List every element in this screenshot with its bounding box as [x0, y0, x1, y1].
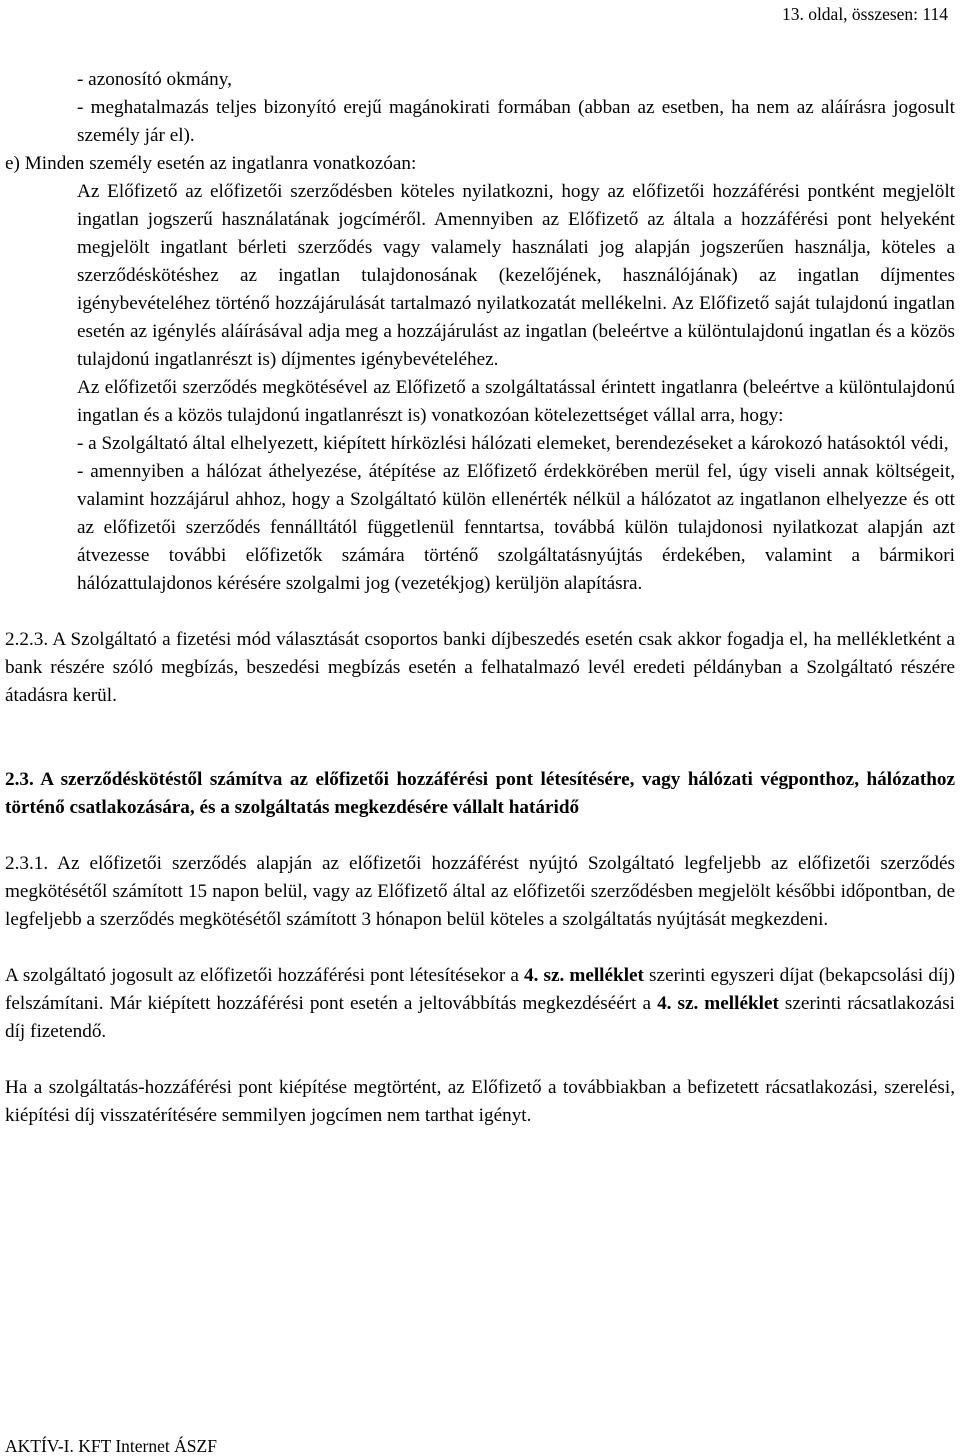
list-item-id-document: - azonosító okmány,: [77, 69, 232, 90]
paragraph-fees: A szolgáltató jogosult az előfizetői hozzáférési pont létesítésekor a 4. sz. melléklet szerinti egyszeri díjat (bekapcsolási díj) felszámítani. Már kiépített hozzáférési pont esetén a jeltovábbítás megkezdéséért a 4. sz. melléklet szerinti rácsatlakozási díj fizetendő.: [5, 965, 955, 1042]
section-e-heading: e) Minden személy esetén az ingatlanra vonatkozóan:: [5, 153, 417, 174]
paragraph-no-refund: Ha a szolgáltatás-hozzáférési pont kiépítése megtörtént, az Előfizető a továbbiakban a befizetett rácsatlakozási, szerelési, kiépítési díj visszatérítésére semmilyen jogcímen nem tarthat igényt.: [5, 1077, 955, 1126]
paragraph-2-2-3: 2.2.3. A Szolgáltató a fizetési mód választását csoportos banki díjbeszedés esetén csak akkor fogadja el, ha mellékletként a bank részére szóló megbízás, beszedési megbízás esetén a felhatalmazó levél eredeti példányban a Szolgáltató részére átadásra kerül.: [5, 629, 955, 706]
document-body: [5, 66, 955, 1130]
list-item-relocation: - amennyiben a hálózat áthelyezése, átépítése az Előfizető érdekkörében merül fel, úgy viseli annak költségeit, valamint hozzájárul ahhoz, hogy a Szolgáltató külön ellenérték nélkül a hálózatot az ingatlanon elhelyezze és ott az előfizetői szerződés fennálltától függetlenül fenntartsa, továbbá külön tulajdonosi nyilatkozat alapján azt átvezesse további előfizetők számára történő szolgáltatásnyújtás érdekében, valamint a bármikori hálózattulajdonos kérésére szolgalmi jog (vezetékjog) kerüljön alapításra.: [77, 461, 955, 594]
paragraph-property-declaration: Az Előfizető az előfizetői szerződésben köteles nyilatkozni, hogy az előfizetői hozzáférési pontként megjelölt ingatlan jogszerű használatának jogcíméről. Amennyiben az Előfizető az általa a hozzáférési pont helyeként megjelölt ingatlant bérleti szerződés vagy valamely használati jog alapján jogszerűen használja, köteles a szerződéskötéshez az ingatlan tulajdonosának (kezelőjének, használójának) az ingatlan díjmentes igénybevételéhez történő hozzájárulását tartalmazó nyilatkozatát mellékelni. Az Előfizető saját tulajdonú ingatlan esetén az igénylés aláírásával adja meg a hozzájárulást az ingatlan (beleértve a különtulajdonú ingatlan és a közös tulajdonú ingatlanrészt is) díjmentes igénybevételéhez.: [77, 181, 955, 370]
section-heading-2-3: 2.3. A szerződéskötéstől számítva az előfizetői hozzáférési pont létesítésére, vagy hálózati végponthoz, hálózathoz történő csatlakozására, és a szolgáltatás megkezdésére vállalt határidő: [5, 769, 955, 818]
list-item-protection: - a Szolgáltató által elhelyezett, kiépített hírközlési hálózati elemeket, berendezéseket a károkozó hatásoktól védi,: [77, 433, 949, 454]
paragraph-obligations-intro: Az előfizetői szerződés megkötésével az Előfizető a szolgáltatással érintett ingatlanra (beleértve a különtulajdonú ingatlan és a közös tulajdonú ingatlanrészt is) vonatkozóan kötelezettséget vállal arra, hogy:: [77, 377, 955, 426]
page-number: 13. oldal, összesen: 114: [781, 4, 948, 24]
list-item-power-of-attorney: - meghatalmazás teljes bizonyító erejű magánokirati formában (abban az esetben, ha nem az aláírásra jogosult személy jár el).: [77, 97, 955, 146]
footer-text: AKTÍV-I. KFT Internet ÁSZF: [5, 1436, 217, 1456]
paragraph-2-3-1: 2.3.1. Az előfizetői szerződés alapján az előfizetői hozzáférést nyújtó Szolgáltató legfeljebb az előfizetői szerződés megkötésétől számított 15 napon belül, vagy az Előfizető által az előfizetői szerződésben megjelölt későbbi időpontban, de legfeljebb a szerződés megkötésétől számított 3 hónapon belül köteles a szolgáltatás nyújtását megkezdeni.: [5, 853, 955, 930]
